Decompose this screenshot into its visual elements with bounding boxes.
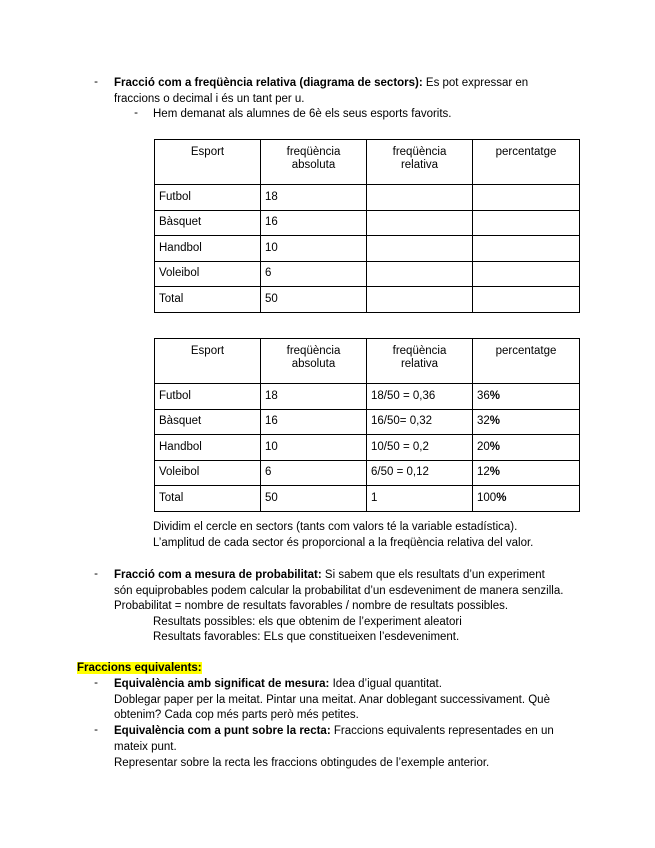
equivalence-point-line1 [114, 724, 554, 739]
bullet-dash: - [94, 677, 98, 689]
cell-relative [367, 210, 473, 236]
equivalence-measure-line2: Doblegar paper per la meitat. Pintar una meitat. Anar doblegant successivament. Què [114, 694, 550, 706]
bullet-dash: - [94, 76, 98, 88]
table-row [155, 261, 580, 287]
cell-sport: Total [155, 287, 261, 313]
cell-percent [473, 287, 580, 313]
cell-relative: 10/50 = 0,2 [367, 435, 473, 461]
table-row [155, 210, 580, 236]
probability-line2: són equiprobables podem calcular la probabilitat d’un esdeveniment de manera senzilla. [114, 585, 564, 597]
header-cell: Esport [155, 140, 261, 185]
table-row [155, 486, 580, 512]
cell-sport: Handbol [155, 236, 261, 262]
cell-absolute: 18 [261, 185, 367, 211]
table-row [155, 435, 580, 461]
table-header-row [155, 140, 580, 185]
equivalence-measure-text: Idea d’igual quantitat. [329, 678, 442, 690]
table-row [155, 236, 580, 262]
cell-percent [473, 185, 580, 211]
fraction-frequency-title: Fracció com a freqüència relativa (diagrama de sectors): [114, 77, 423, 89]
frequency-table-filled [154, 338, 580, 512]
cell-percent: 12% [473, 460, 580, 486]
survey-description: Hem demanat als alumnes de 6è els seus esports favorits. [153, 108, 452, 120]
header-cell: percentatge [473, 140, 580, 185]
cell-relative [367, 261, 473, 287]
cell-sport: Total [155, 486, 261, 512]
cell-absolute: 18 [261, 384, 367, 410]
cell-relative [367, 236, 473, 262]
cell-absolute: 6 [261, 261, 367, 287]
cell-relative: 1 [367, 486, 473, 512]
header-cell: freqüència absoluta [261, 140, 367, 185]
cell-relative: 18/50 = 0,36 [367, 384, 473, 410]
cell-percent [473, 210, 580, 236]
header-cell: percentatge [473, 339, 580, 384]
table-row [155, 409, 580, 435]
header-cell: freqüència relativa [367, 339, 473, 384]
equivalence-point-line2: mateix punt. [114, 741, 177, 753]
circle-note-line1: Dividim el cercle en sectors (tants com valors té la variable estadística). [153, 521, 518, 533]
bullet-dash: - [94, 724, 98, 736]
probability-title: Fracció com a mesura de probabilitat: [114, 569, 322, 581]
cell-sport: Bàsquet [155, 210, 261, 236]
equivalence-measure-line1 [114, 677, 442, 692]
cell-sport: Bàsquet [155, 409, 261, 435]
equivalence-point-title: Equivalència com a punt sobre la recta: [114, 725, 331, 737]
table-row [155, 460, 580, 486]
cell-sport: Futbol [155, 384, 261, 410]
equivalence-point-text: Fraccions equivalents representades en un [330, 725, 554, 737]
header-cell: Esport [155, 339, 261, 384]
cell-percent: 100% [473, 486, 580, 512]
cell-sport: Voleibol [155, 460, 261, 486]
header-cell: freqüència absoluta [261, 339, 367, 384]
cell-sport: Voleibol [155, 261, 261, 287]
cell-percent [473, 261, 580, 287]
cell-relative [367, 287, 473, 313]
cell-absolute: 10 [261, 435, 367, 461]
bullet-dash: - [94, 568, 98, 580]
equivalence-measure-line3: obtenim? Cada cop més parts però més petites. [114, 709, 359, 721]
cell-percent: 32% [473, 409, 580, 435]
table-row [155, 287, 580, 313]
cell-percent [473, 236, 580, 262]
probability-formula: Probabilitat = nombre de resultats favorables / nombre de resultats possibles. [114, 600, 509, 612]
equivalence-measure-title: Equivalència amb significat de mesura: [114, 678, 330, 690]
cell-relative: 16/50= 0,32 [367, 409, 473, 435]
fraction-frequency-text: Es pot expressar en [422, 77, 529, 89]
header-cell: freqüència relativa [367, 140, 473, 185]
table-header-row [155, 339, 580, 384]
favourable-results: Resultats favorables: ELs que constitueixen l’esdeveniment. [153, 631, 460, 643]
possible-results: Resultats possibles: els que obtenim de l’experiment aleatori [153, 616, 462, 628]
frequency-table-empty [154, 139, 580, 313]
sub-bullet-dash: - [134, 107, 138, 119]
cell-absolute: 16 [261, 210, 367, 236]
cell-percent: 20% [473, 435, 580, 461]
cell-absolute: 50 [261, 486, 367, 512]
probability-line1 [114, 568, 545, 583]
table-row [155, 384, 580, 410]
table-row [155, 185, 580, 211]
cell-absolute: 10 [261, 236, 367, 262]
cell-relative: 6/50 = 0,12 [367, 460, 473, 486]
cell-sport: Handbol [155, 435, 261, 461]
cell-relative [367, 185, 473, 211]
equivalence-point-line3: Representar sobre la recta les fraccions obtingudes de l’exemple anterior. [114, 757, 490, 769]
cell-absolute: 16 [261, 409, 367, 435]
cell-absolute: 50 [261, 287, 367, 313]
equivalent-fractions-heading: Fraccions equivalents: [77, 662, 202, 674]
fraction-frequency-line2: fraccions o decimal i és un tant per u. [114, 93, 305, 105]
circle-note-line2: L’amplitud de cada sector és proporcional a la freqüència relativa del valor. [153, 537, 534, 549]
cell-percent: 36% [473, 384, 580, 410]
fraction-frequency-line1 [114, 76, 528, 91]
cell-sport: Futbol [155, 185, 261, 211]
cell-absolute: 6 [261, 460, 367, 486]
probability-text: Si sabem que els resultats d’un experiment [321, 569, 545, 581]
